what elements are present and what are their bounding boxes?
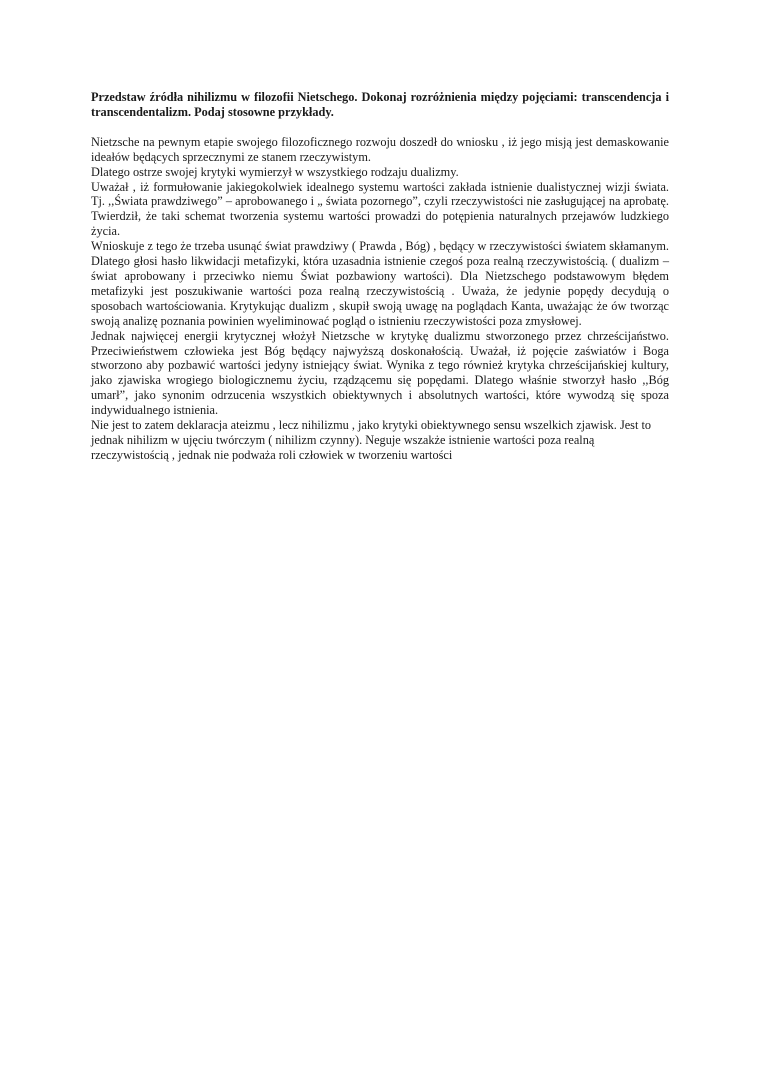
paragraph-3: Uważał , iż formułowanie jakiegokolwiek idealnego systemu wartości zakłada istnienie dualistycznej wizji świata. Tj. ,,Świata prawdziwego” – aprobowanego i „ świata pozornego”, czyli rzeczywistości nie zasługującej na aprobatę. Twierdził, że taki schemat tworzenia systemu wartości prowadzi do potępienia naturalnych przejawów ludzkiego życia.	[91, 179, 669, 239]
paragraph-5: Jednak najwięcej energii krytycznej włożył Nietzsche w krytykę dualizmu stworzonego przez chrześcijaństwo. Przeciwieństwem człowieka jest Bóg będący najwyższą doskonałością. Uważał, iż pojęcie zaświatów i Boga stworzono aby pozbawić wartości jedyny istniejący świat. Wynika z tego również krytyka chrześcijańskiej kultury, jako zjawiska wrogiego biologicznemu życiu, rządzącemu się popędami. Dlatego właśnie stworzył hasło ,,Bóg umarł”, jako synonim odrzucenia wszystkich obiektywnych i absolutnych wartości, które wywodzą się spoza indywidualnego istnienia.	[91, 328, 669, 418]
paragraph-6: Nie jest to zatem deklaracja ateizmu , lecz nihilizmu , jako krytyki obiektywnego sensu wszelkich zjawisk. Jest to jednak nihilizm w ujęciu twórczym ( nihilizm czynny). Neguje wszakże istnienie wartości poza realną rzeczywistością , jednak nie podważa roli człowiek w tworzeniu wartości	[91, 418, 652, 462]
document-page	[91, 90, 669, 463]
document-title: Przedstaw źródła nihilizmu w filozofii Nietschego. Dokonaj rozróżnienia między pojęciami: transcendencja i transcendentalizm. Podaj stosowne przykłady.	[91, 90, 669, 119]
paragraph-4: Wnioskuje z tego że trzeba usunąć świat prawdziwy ( Prawda , Bóg) , będący w rzeczywistości światem skłamanym. Dlatego głosi hasło likwidacji metafizyki, która uzasadnia istnienie czegoś poza realną rzeczywistością. ( dualizm – świat aprobowany i przeciwko niemu Świat pozbawiony wartości). Dla Nietzschego podstawowym błędem metafizyki jest poszukiwanie wartości poza realną rzeczywistością . Uważa, że jedynie popędy decydują o sposobach wartościowania. Krytykując dualizm , skupił swoją uwagę na poglądach Kanta, uważając że ów tworząc swoją analizę poznania powinien wyeliminować pogląd o istnieniu rzeczywistości poza zmysłowej.	[91, 239, 669, 328]
paragraph-2: Dlatego ostrze swojej krytyki wymierzył w wszystkiego rodzaju dualizmy.	[91, 164, 459, 179]
paragraph-1: Nietzsche na pewnym etapie swojego filozoficznego rozwoju doszedł do wniosku , iż jego misją jest demaskowanie ideałów będących sprzecznymi ze stanem rzeczywistym.	[91, 134, 669, 164]
